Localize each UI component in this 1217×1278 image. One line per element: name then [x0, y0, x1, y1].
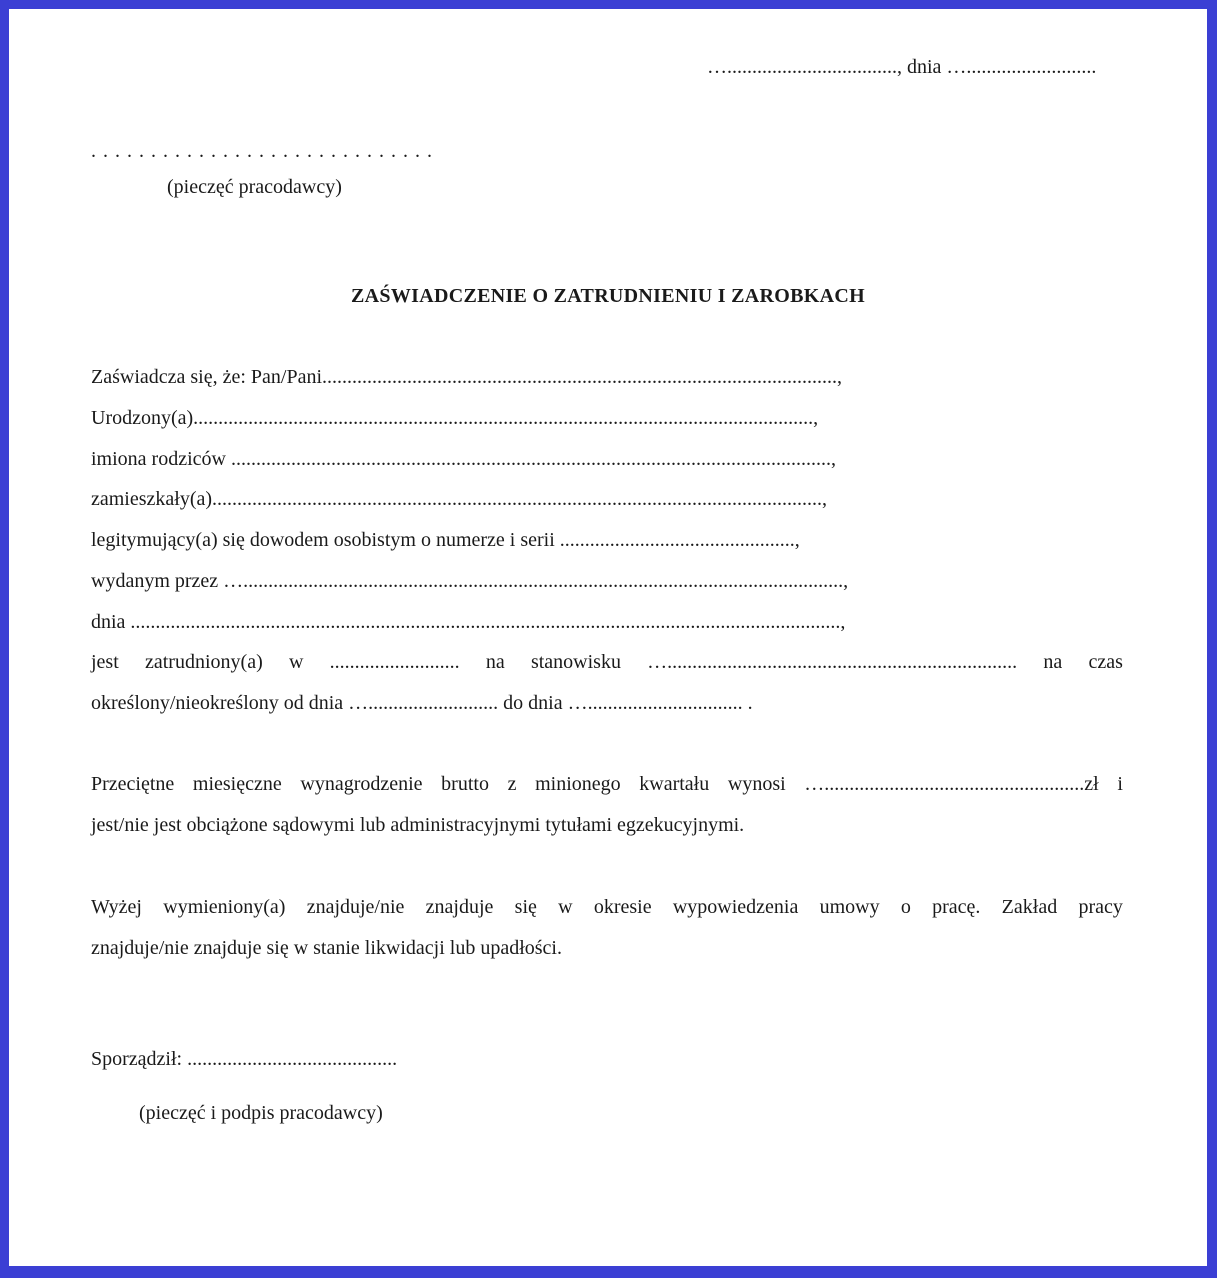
- field-date: dnia ..............................................................................................................................................,: [91, 611, 846, 633]
- word: znajduje: [425, 896, 494, 918]
- word: jest: [91, 651, 119, 673]
- field-parents: imiona rodziców ........................................................................................................................,: [91, 448, 836, 470]
- field-address: zamieszkały(a)..........................................................................................................................,: [91, 488, 828, 510]
- word: ..........................: [329, 651, 460, 673]
- word: pracę.: [932, 896, 981, 918]
- salary-line: [91, 773, 1123, 796]
- prepared-by: Sporządził: ..........................................: [91, 1048, 398, 1070]
- word: umowy: [819, 896, 880, 918]
- word: stanowisku: [530, 651, 621, 673]
- word: …....................................................zł: [804, 773, 1099, 795]
- notice-line: [91, 896, 1123, 919]
- liquidation-status: znajduje/nie znajduje się w stanie likwidacji lub upadłości.: [91, 937, 562, 959]
- word: się: [514, 896, 537, 918]
- word: Przeciętne: [91, 773, 175, 795]
- word: na: [485, 651, 505, 673]
- stamp-dots: . . . . . . . . . . . . . . . . . . . . . . . . . . . . .: [91, 140, 433, 162]
- place-date-line: ….................................., dnia …..........................: [707, 56, 1097, 78]
- employment-period: określony/nieokreślony od dnia ….......................... do dnia …............................... .: [91, 692, 753, 714]
- word: na: [1043, 651, 1063, 673]
- word: minionego: [535, 773, 621, 795]
- field-issued-by: wydanym przez …........................................................................................................................,: [91, 570, 849, 592]
- word: zatrudniony(a): [145, 651, 263, 673]
- stamp-label: (pieczęć pracodawcy): [167, 176, 342, 198]
- document-page: [9, 9, 1207, 1266]
- word: …......................................................................: [647, 651, 1018, 673]
- word: wypowiedzenia: [672, 896, 799, 918]
- salary-seizure: jest/nie jest obciążone sądowymi lub administracyjnymi tytułami egzekucyjnymi.: [91, 814, 745, 836]
- word: kwartału: [639, 773, 710, 795]
- word: czas: [1088, 651, 1123, 673]
- word: wynosi: [727, 773, 786, 795]
- document-title: ZAŚWIADCZENIE O ZATRUDNIENIU I ZAROBKACH: [351, 285, 865, 307]
- word: znajduje/nie: [306, 896, 405, 918]
- word: brutto: [441, 773, 489, 795]
- word: Wyżej: [91, 896, 142, 918]
- field-id-card: legitymujący(a) się dowodem osobistym o numerze i serii ...............................................,: [91, 529, 800, 551]
- word: wynagrodzenie: [300, 773, 423, 795]
- word: w: [558, 896, 573, 918]
- word: i: [1117, 773, 1123, 795]
- word: wymieniony(a): [163, 896, 286, 918]
- word: w: [288, 651, 304, 673]
- word: z: [507, 773, 517, 795]
- field-name: Zaświadcza się, że: Pan/Pani.......................................................................................................,: [91, 366, 843, 388]
- field-birth: Urodzony(a)............................................................................................................................,: [91, 407, 819, 429]
- signature-label: (pieczęć i podpis pracodawcy): [139, 1102, 383, 1124]
- employment-line: [91, 651, 1123, 674]
- word: Zakład: [1001, 896, 1058, 918]
- word: miesięczne: [192, 773, 282, 795]
- word: okresie: [593, 896, 652, 918]
- word: pracy: [1078, 896, 1123, 918]
- word: o: [900, 896, 911, 918]
